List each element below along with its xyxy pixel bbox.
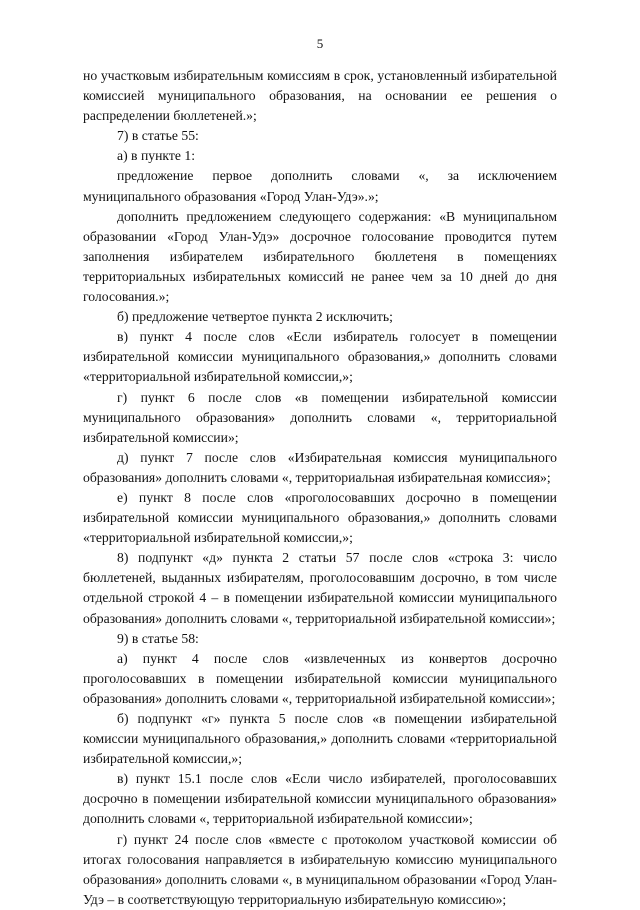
- paragraph-item-e: е) пункт 8 после слов «проголосовавших досрочно в помещении избирательной комиссии муниципального образования,» дополнить словами «территориальной избирательной комиссии,»;: [83, 489, 557, 546]
- paragraph-continuation: но участковым избирательным комиссиям в срок, установленный избирательной комиссией муниципального образования, на основании ее решения о распределении бюллетеней.»;: [83, 68, 557, 124]
- paragraph-item-g: г) пункт 6 после слов «в помещении избирательной комиссии муниципального образования» дополнить словами «, территориальной избирательной комиссии»;: [83, 389, 557, 445]
- document-body: [83, 66, 557, 910]
- paragraph-58-item-v: в) пункт 15.1 после слов «Если число избирателей, проголосовавших досрочно в помещении избирательной комиссии муниципального образования» дополнить словами «, территориальной избирательной комиссии»;: [83, 771, 557, 827]
- paragraph-58-item-a: а) пункт 4 после слов «извлеченных из конвертов досрочно проголосовавших в помещении избирательной комиссии муниципального образования» дополнить словами «, территориальной избирательной комиссии»;: [83, 650, 557, 706]
- paragraph-58-item-g: г) пункт 24 после слов «вместе с протоколом участковой комиссии об итогах голосования направляется в избирательную комиссию муниципального образования» дополнить словами «, в муниципальном образовании «Город Улан-Удэ – в соответствующую территориальную избирательную комиссию»;: [83, 831, 557, 907]
- paragraph-article-57: 8) подпункт «д» пункта 2 статьи 57 после слов «строка 3: число бюллетеней, выданных избирателям, проголосовавшим досрочно, в том числе отдельной строкой 4 – в помещении избирательной комиссии муниципального образования» дополнить словами «, территориальной избирательной комиссии»;: [83, 550, 557, 626]
- paragraph-sentence-first: предложение первое дополнить словами «, за исключением муниципального образования «Город Улан-Удэ».»;: [83, 168, 557, 204]
- paragraph-58-item-b: б) подпункт «г» пункта 5 после слов «в помещении избирательной комиссии муниципального образования,» дополнить словами «территориальной избирательной комиссии,»;: [83, 711, 557, 767]
- paragraph-article-58: 9) в статье 58:: [117, 630, 199, 646]
- paragraph-item-v: в) пункт 4 после слов «Если избиратель голосует в помещении избирательной комиссии муниципального образования,» дополнить словами «территориальной избирательной комиссии,»;: [83, 329, 557, 385]
- paragraph-article-55: 7) в статье 55:: [117, 128, 199, 144]
- page-number: 5: [316, 36, 324, 51]
- paragraph-item-d: д) пункт 7 после слов «Избирательная комиссия муниципального образования» дополнить словами «, территориальная избирательная комиссия»;: [83, 449, 557, 485]
- paragraph-item-a: а) в пункте 1:: [117, 148, 196, 164]
- paragraph-add-sentence: дополнить предложением следующего содержания: «В муниципальном образовании «Город Улан-Удэ» досрочное голосование проводится путем заполнения избирателем избирательного бюллетеня в помещениях территориальных избирательных комиссий не ранее чем за 10 дней до дня голосования.»;: [83, 208, 557, 305]
- paragraph-item-b: б) предложение четвертое пункта 2 исключить;: [117, 309, 393, 325]
